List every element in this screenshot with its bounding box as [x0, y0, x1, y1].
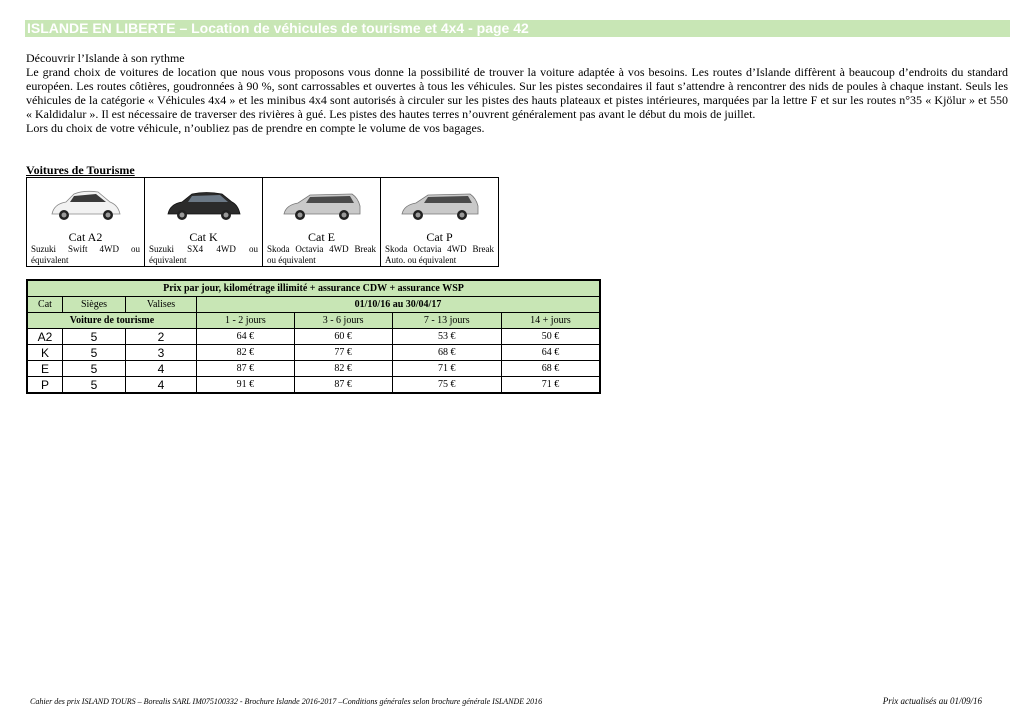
- cell-price: 68 €: [392, 345, 501, 361]
- intro-closing: Lors du choix de votre véhicule, n’oubliez pas de prendre en compte le volume de vos bagages.: [26, 121, 485, 135]
- cell-price: 64 €: [197, 329, 295, 345]
- cell-price: 53 €: [392, 329, 501, 345]
- price-table: [26, 279, 601, 394]
- cell-bags: 3: [126, 345, 197, 361]
- footer-date: Prix actualisés au 01/09/16: [882, 696, 982, 706]
- cell-cat: P: [27, 377, 63, 394]
- car-gallery: [26, 177, 499, 267]
- cell-price: 82 €: [197, 345, 295, 361]
- car-photo: [280, 186, 364, 222]
- cell-seats: 5: [63, 377, 126, 394]
- car-image: [381, 178, 498, 230]
- car-photo: [162, 186, 246, 222]
- cell-price: 71 €: [392, 361, 501, 377]
- car-cell: [381, 178, 499, 267]
- period-label: 01/10/16 au 30/04/17: [197, 297, 601, 313]
- cell-bags: 2: [126, 329, 197, 345]
- duration-header: 7 - 13 jours: [392, 313, 501, 329]
- col-seats: Sièges: [63, 297, 126, 313]
- cell-cat: E: [27, 361, 63, 377]
- footer-note: Cahier des prix ISLAND TOURS – Borealis SARL IM075100332 - Brochure Islande 2016-2017 –Conditions générales selon brochure générale ISLANDE 2016: [30, 697, 543, 706]
- cell-price: 68 €: [501, 361, 600, 377]
- cell-price: 50 €: [501, 329, 600, 345]
- car-photo: [398, 186, 482, 222]
- col-cat: Cat: [27, 297, 63, 313]
- cell-seats: 5: [63, 329, 126, 345]
- cell-price: 87 €: [294, 377, 392, 394]
- cell-price: 87 €: [197, 361, 295, 377]
- car-description: Suzuki SX4 4WD ou équivalent: [149, 244, 258, 265]
- cell-cat: A2: [27, 329, 63, 345]
- car-category: Cat K: [189, 230, 218, 244]
- intro-text: [26, 51, 1008, 135]
- cell-price: 60 €: [294, 329, 392, 345]
- intro-paragraph: Le grand choix de voitures de location que nous vous proposons vous donne la possibilité de trouver la voiture adaptée à vos besoins. Les routes d’Islande diffèrent à beaucoup d’endroits du standard européen. Les routes côtières, goudronnées à 90 %, sont carrossables et ouvertes à tous les véhicules. Sur les pistes secondaires il faut s’attendre à rencontrer des nids de poules à chaque instant. Seuls les véhicules de la catégorie « Véhicules 4x4 » et les minibus 4x4 sont autorisés à circuler sur les pistes des hauts plateaux et pistes intérieures, marquées par la lettre F et sur les routes n°35 « Kjölur » et 550 « Kaldidalur ». Il est nécessaire de traverser des rivières à gué. Les pistes des hautes terres n’ouvrent généralement pas avant le début du mois de juillet.: [26, 65, 1008, 121]
- cell-bags: 4: [126, 361, 197, 377]
- cell-price: 64 €: [501, 345, 600, 361]
- cell-price: 91 €: [197, 377, 295, 394]
- car-description: Skoda Octavia 4WD Break Auto. ou équivalent: [385, 244, 494, 265]
- cell-seats: 5: [63, 361, 126, 377]
- cell-price: 82 €: [294, 361, 392, 377]
- cell-price: 77 €: [294, 345, 392, 361]
- car-description: Suzuki Swift 4WD ou équivalent: [31, 244, 140, 265]
- table-row: [27, 329, 600, 345]
- duration-header: 1 - 2 jours: [197, 313, 295, 329]
- price-table-header: Prix par jour, kilométrage illimité + assurance CDW + assurance WSP: [27, 280, 600, 297]
- table-row: [27, 361, 600, 377]
- cell-price: 71 €: [501, 377, 600, 394]
- car-category: Cat P: [426, 230, 453, 244]
- car-cell: [263, 178, 381, 267]
- car-category: Cat A2: [68, 230, 103, 244]
- car-cell: [27, 178, 145, 267]
- car-image: [263, 178, 380, 230]
- cell-price: 75 €: [392, 377, 501, 394]
- car-image: [145, 178, 262, 230]
- vehicle-type-label: Voiture de tourisme: [27, 313, 197, 329]
- cell-cat: K: [27, 345, 63, 361]
- table-row: [27, 377, 600, 394]
- car-description: Skoda Octavia 4WD Break ou équivalent: [267, 244, 376, 265]
- cell-seats: 5: [63, 345, 126, 361]
- car-category: Cat E: [308, 230, 335, 244]
- duration-header: 3 - 6 jours: [294, 313, 392, 329]
- duration-header: 14 + jours: [501, 313, 600, 329]
- car-image: [27, 178, 144, 230]
- col-bags: Valises: [126, 297, 197, 313]
- cell-bags: 4: [126, 377, 197, 394]
- page-title: ISLANDE EN LIBERTE – Location de véhicules de tourisme et 4x4 - page 42: [25, 20, 1010, 37]
- table-row: [27, 345, 600, 361]
- section-title: Voitures de Tourisme: [26, 163, 135, 177]
- car-photo: [44, 186, 128, 222]
- intro-heading: Découvrir l’Islande à son rythme: [26, 51, 185, 65]
- car-cell: [145, 178, 263, 267]
